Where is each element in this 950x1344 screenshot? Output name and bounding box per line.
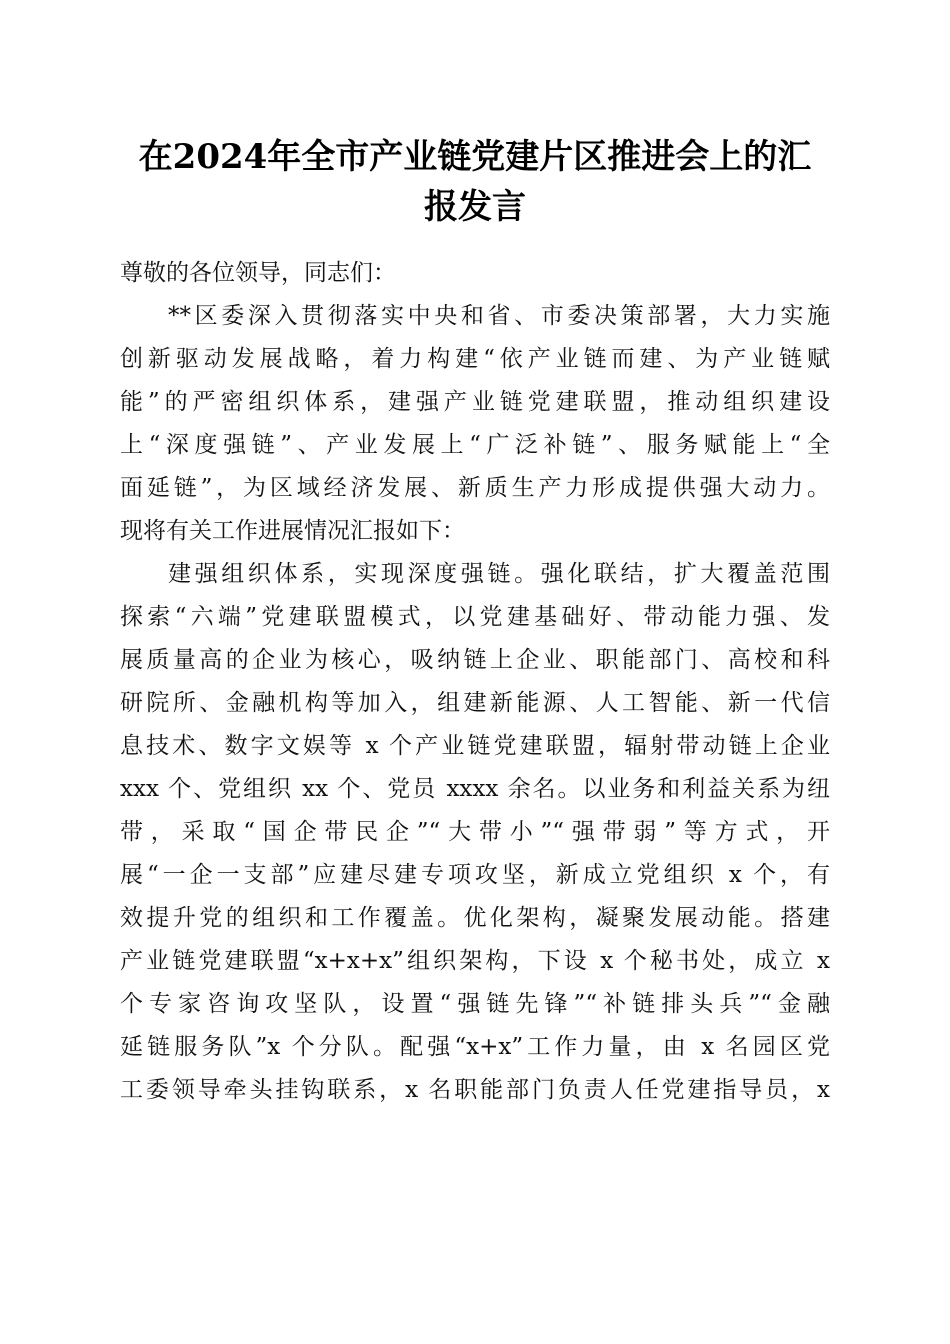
- document-title: [120, 132, 830, 232]
- paragraph-line: 上“深度强链”、产业发展上“广泛补链”、服务赋能上“全: [120, 432, 830, 458]
- paragraph: [120, 295, 830, 553]
- salutation: 尊敬的各位领导，同志们：: [120, 260, 396, 286]
- paragraph-line: 建强组织体系，实现深度强链。强化联结，扩大覆盖范围: [168, 561, 830, 587]
- paragraph-line: 创新驱动发展战略，着力构建“依产业链而建、为产业链赋: [120, 346, 830, 372]
- paragraph-line: 工委领导牵头挂钩联系，x 名职能部门负责人任党建指导员，x: [120, 1077, 830, 1103]
- document-body: [120, 252, 830, 1112]
- paragraph-line: 延链服务队”x 个分队。配强“x+x”工作力量，由 x 名园区党: [120, 1034, 830, 1060]
- paragraph-line: 息技术、数字文娱等 x 个产业链党建联盟，辐射带动链上企业: [120, 733, 830, 759]
- paragraph-line: 个专家咨询攻坚队，设置“强链先锋”“补链排头兵”“金融: [120, 991, 830, 1017]
- paragraph-line: **区委深入贯彻落实中央和省、市委决策部署，大力实施: [168, 303, 830, 329]
- title-line: 在2024年全市产业链党建片区推进会上的汇: [138, 137, 812, 177]
- paragraph-line: 展质量高的企业为核心，吸纳链上企业、职能部门、高校和科: [120, 647, 830, 673]
- paragraph-line: 展“一企一支部”应建尽建专项攻坚，新成立党组织 x 个，有: [120, 862, 830, 888]
- paragraph-line: 产业链党建联盟“x+x+x”组织架构，下设 x 个秘书处，成立 x: [120, 948, 830, 974]
- paragraph-line: 面延链”，为区域经济发展、新质生产力形成提供强大动力。: [120, 475, 830, 501]
- paragraph-line: 探索“六端”党建联盟模式，以党建基础好、带动能力强、发: [120, 604, 830, 630]
- title-line: 报发言: [424, 187, 526, 227]
- paragraph-line: xxx 个、党组织 xx 个、党员 xxxx 余名。以业务和利益关系为纽: [120, 776, 830, 802]
- paragraph-line: 带，采取“国企带民企”“大带小”“强带弱”等方式，开: [120, 819, 830, 845]
- paragraph: [120, 553, 830, 1112]
- paragraph-line: 现将有关工作进展情况汇报如下：: [120, 518, 465, 544]
- paragraph-line: 效提升党的组织和工作覆盖。优化架构，凝聚发展动能。搭建: [120, 905, 830, 931]
- paragraph-line: 能”的严密组织体系，建强产业链党建联盟，推动组织建设: [120, 389, 830, 415]
- paragraph-line: 研院所、金融机构等加入，组建新能源、人工智能、新一代信: [120, 690, 830, 716]
